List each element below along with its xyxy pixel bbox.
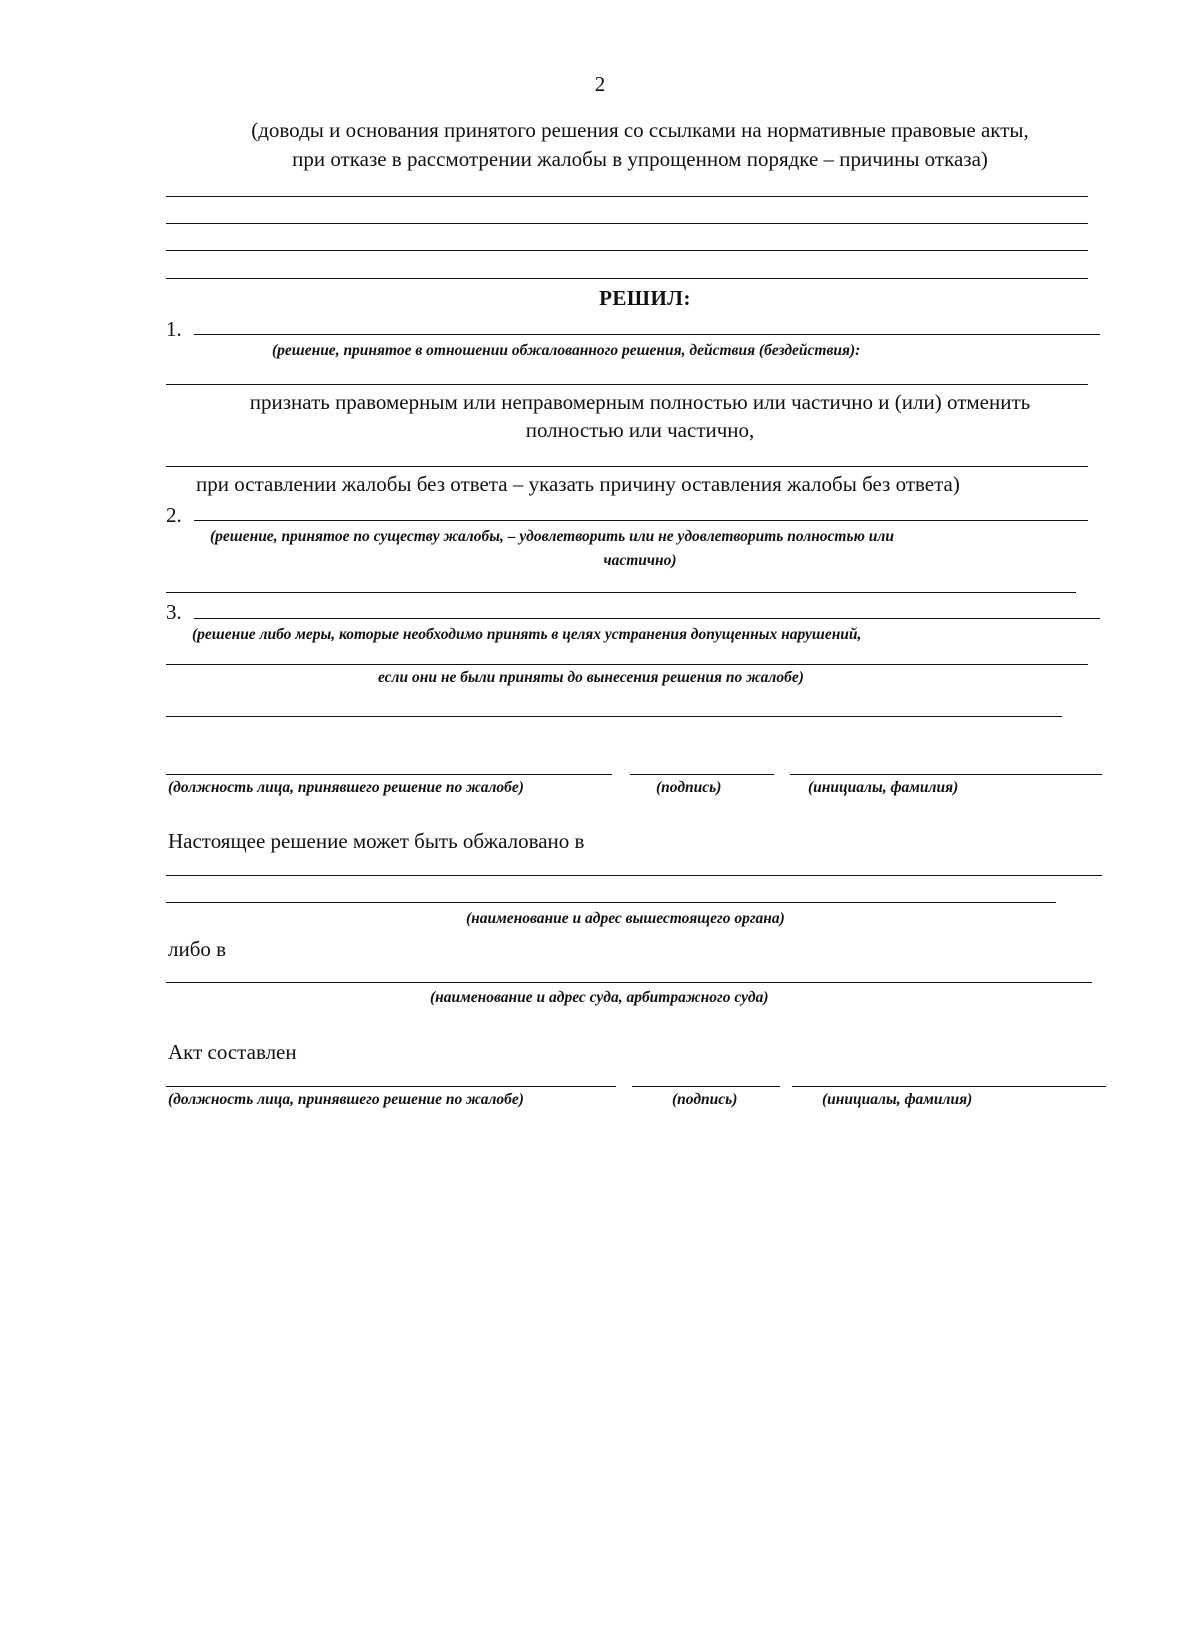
item1-note: (решение, принятое в отношении обжалованного решения, действия (бездействия): — [272, 342, 861, 359]
item1-text-line3: при оставлении жалобы без ответа – указать причину оставления жалобы без ответа) — [196, 472, 960, 496]
item2-note-line2: частично) — [603, 552, 677, 569]
fill-line — [166, 592, 1076, 593]
grounds-note-line1: (доводы и основания принятого решения со ссылками на нормативные правовые акты, — [251, 118, 1029, 142]
signature-sign-line — [630, 774, 774, 775]
signature1-position-note: (должность лица, принявшего решение по жалобе) — [168, 779, 524, 796]
signature-name-line — [790, 774, 1102, 775]
item3-note-line1: (решение либо меры, которые необходимо принять в целях устранения допущенных нарушений, — [192, 626, 862, 643]
act-name-note: (инициалы, фамилия) — [822, 1091, 973, 1108]
appeal-authority-note: (наименование и адрес вышестоящего органа) — [466, 910, 785, 927]
fill-line — [166, 716, 1062, 717]
item1-text-line1: признать правомерным или неправомерным полностью или частично и (или) отменить — [249, 390, 1031, 414]
act-position-line — [166, 1086, 616, 1087]
item2-note-line1: (решение, принятое по существу жалобы, – удовлетворить или не удовлетворить полностью или — [210, 528, 894, 545]
appeal-or-text: либо в — [168, 937, 227, 961]
fill-line — [166, 466, 1088, 467]
decision-heading: РЕШИЛ: — [599, 286, 691, 310]
fill-line — [166, 278, 1088, 279]
signature1-sign-note: (подпись) — [656, 779, 722, 796]
fill-line — [166, 902, 1056, 903]
item1-text-line2: полностью или частично, — [525, 418, 755, 442]
act-name-line — [792, 1086, 1106, 1087]
fill-line — [166, 196, 1088, 197]
appeal-court-note: (наименование и адрес суда, арбитражного суда) — [430, 989, 769, 1006]
item1-number: 1. — [166, 317, 182, 341]
fill-line — [194, 334, 1100, 335]
signature1-name-note: (инициалы, фамилия) — [808, 779, 959, 796]
fill-line — [194, 520, 1088, 521]
act-position-note: (должность лица, принявшего решение по жалобе) — [168, 1091, 524, 1108]
fill-line — [166, 982, 1092, 983]
act-sign-line — [632, 1086, 780, 1087]
item3-note-line2: если они не были приняты до вынесения решения по жалобе) — [378, 669, 804, 686]
act-text: Акт составлен — [168, 1040, 297, 1064]
signature-position-line — [166, 774, 612, 775]
fill-line — [194, 618, 1100, 619]
act-sign-note: (подпись) — [672, 1091, 738, 1108]
item2-number: 2. — [166, 503, 182, 527]
grounds-note-line2: при отказе в рассмотрении жалобы в упрощенном порядке – причины отказа) — [292, 147, 988, 171]
page-number: 2 — [594, 72, 606, 96]
fill-line — [166, 664, 1088, 665]
item3-number: 3. — [166, 600, 182, 624]
appeal-text: Настоящее решение может быть обжаловано в — [168, 829, 585, 853]
fill-line — [166, 250, 1088, 251]
fill-line — [166, 223, 1088, 224]
fill-line — [166, 384, 1088, 385]
fill-line — [166, 875, 1102, 876]
